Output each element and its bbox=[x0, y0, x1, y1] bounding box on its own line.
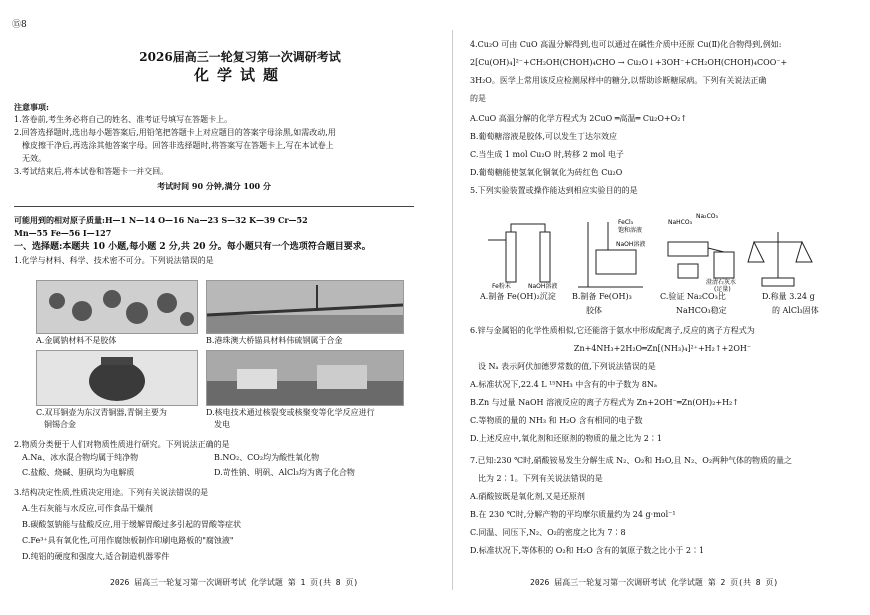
note-line: 无效。 bbox=[22, 154, 46, 163]
question-stem: 1.化学与材料、科学、技术密不可分。下列说法错误的是 bbox=[14, 256, 214, 266]
q1-option-c: C.双耳铜壶为东汉青铜器,青铜主要为 bbox=[36, 408, 167, 417]
bronze-pot-photo bbox=[36, 350, 198, 406]
q5-option-b-cont: 胶体 bbox=[586, 306, 602, 315]
q4-line: 的是 bbox=[470, 94, 486, 103]
note-line: 2.回答选择题时,选出每小题答案后,用铅笔把答题卡上对应题目的答案字母涂黑,如需改动,用 bbox=[14, 128, 336, 137]
q2-option-a: A.Na、冰水混合物均属于纯净物 bbox=[22, 453, 139, 462]
apparatus-a bbox=[488, 224, 550, 282]
notes-block bbox=[14, 102, 414, 191]
q7-line: 7.已知:230 ℃时,硝酸铵易发生分解生成 N₂、O₂和 H₂O,且 N₂、O₂两种气体的物质的量之 bbox=[470, 456, 793, 465]
q5-option-d: D.称量 3.24 g bbox=[762, 292, 815, 301]
section-heading: 一、选择题:本题共 10 小题,每小题 2 分,共 20 分。每小题只有一个选项符合题目要求。 bbox=[14, 242, 371, 252]
label-naoh-solution: NaOH溶液 bbox=[616, 241, 646, 248]
label-naoh-solution-a: NaOH溶液 bbox=[528, 283, 558, 290]
column-divider bbox=[452, 30, 453, 590]
q3-option-c: C.Fe³⁺具有氧化性,可用作腐蚀板制作印刷电路板的"腐蚀液" bbox=[22, 536, 234, 545]
subject-title: 化学试题 bbox=[193, 66, 286, 84]
q1-option-b: B.港珠澳大桥锚具材料伟硫钢属于合金 bbox=[206, 336, 343, 345]
footer-left: 2026 届高三一轮复习第一次调研考试 化学试题 第 1 页(共 8 页) bbox=[110, 578, 359, 587]
label-nahco3: NaHCO₃ bbox=[668, 219, 692, 226]
label-na2co3: Na₂CO₃ bbox=[696, 213, 718, 220]
q6-option-a: A.标准状况下,22.4 L ¹⁵NH₃ 中含有的中子数为 8Nₐ bbox=[470, 380, 657, 389]
q1-option-c-cont: 铜锡合金 bbox=[44, 420, 76, 429]
q5-options bbox=[480, 292, 860, 318]
q4-line: 2[Cu(OH)₄]²⁻+CH₂OH(CHOH)₄CHO → Cu₂O↓+3OH⁻+CH₂OH(CHOH)₄COO⁻+ bbox=[470, 58, 788, 67]
notes-heading: 注意事项: bbox=[14, 102, 49, 112]
q2-block bbox=[14, 440, 414, 480]
corner-mark: ⑮8 bbox=[12, 20, 27, 30]
question-stem: 5.下列实验装置或操作能达到相应实验目的的是 bbox=[470, 186, 638, 195]
q6-block bbox=[470, 326, 855, 444]
label-fe-powder: Fe粉末 bbox=[492, 283, 511, 290]
label-excess: (足量) bbox=[714, 286, 731, 292]
q2-option-b: B.NO₂、CO₂均为酸性氧化物 bbox=[214, 453, 320, 462]
footer-right: 2026 届高三一轮复习第一次调研考试 化学试题 第 2 页(共 8 页) bbox=[530, 578, 779, 587]
q6-option-c: C.等物质的量的 NH₃ 和 H₂O 含有相同的电子数 bbox=[470, 416, 643, 425]
q7-option-b: B.在 230 ℃时,分解产物的平均摩尔质量约为 24 g·mol⁻¹ bbox=[470, 510, 676, 519]
sodium-photo bbox=[36, 280, 198, 334]
q1-option-a: A.金属钠材料不是胶体 bbox=[36, 336, 117, 345]
apparatus-d bbox=[748, 232, 812, 286]
q6-option-d: D.上述反应中,氧化剂和还原剂的物质的量之比为 2∶1 bbox=[470, 434, 662, 443]
q3-block bbox=[14, 488, 414, 562]
q7-option-d: D.标准状况下,等体积的 O₂和 H₂O 含有的氧原子数之比小于 2∶1 bbox=[470, 546, 705, 555]
q3-option-b: B.碳酸氢钠能与盐酸反应,用于缓解胃酸过多引起的胃酸等症状 bbox=[22, 520, 241, 529]
apparatus-c bbox=[668, 242, 734, 278]
note-line: 1.答卷前,考生务必将自己的姓名、准考证号填写在答题卡上。 bbox=[14, 115, 233, 124]
q5-option-b: B.制备 Fe(OH)₃ bbox=[572, 292, 632, 301]
q4-option-a: A.CuO 高温分解的化学方程式为 2CuO ═高温═ Cu₂O+O₂↑ bbox=[470, 114, 688, 123]
q3-option-a: A.生石灰能与水反应,可作食品干燥剂 bbox=[22, 504, 153, 513]
q3-option-d: D.纯铝的硬度和强度大,适合制造机器零件 bbox=[22, 552, 170, 561]
q5-option-c-cont: NaHCO₃稳定 bbox=[676, 306, 727, 315]
label-saturated-solution: 饱和溶液 bbox=[618, 227, 643, 234]
q4-option-d: D.葡萄糖能使氢氧化铜氧化为砖红色 Cu₂O bbox=[470, 168, 623, 177]
question-stem: 2.物质分类便于人们对物质性质进行研究。下列说法正确的是 bbox=[14, 440, 230, 449]
q5-option-a: A.制备 Fe(OH)₂沉淀 bbox=[480, 292, 556, 301]
q1-option-d-cont: 发电 bbox=[214, 420, 230, 429]
q5-option-c: C.验证 Na₂CO₃比 bbox=[660, 292, 726, 301]
note-line: 橡皮擦干净后,再选涂其他答案字母。回答非选择题时,将答案写在答题卡上,写在本试卷上 bbox=[22, 141, 334, 150]
q7-option-a: A.硝酸铵既是氧化剂,又是还原剂 bbox=[470, 492, 585, 501]
label-fecl3: FeCl₃ bbox=[618, 219, 634, 226]
q4-option-c: C.当生成 1 mol Cu₂O 时,转移 2 mol 电子 bbox=[470, 150, 624, 159]
q6-line: 设 Nₐ 表示阿伏加德罗常数的值,下列说法错误的是 bbox=[478, 362, 656, 371]
q5-option-d-cont: 的 AlCl₃固体 bbox=[772, 306, 819, 315]
nuclear-plant-photo bbox=[206, 350, 404, 406]
q4-block bbox=[470, 40, 855, 196]
q7-block bbox=[470, 456, 855, 556]
q2-option-c: C.盐酸、烧碱、胆矾均为电解质 bbox=[22, 468, 135, 477]
q5-apparatus-figure bbox=[478, 212, 818, 292]
q2-option-d: D.苛性钠、明矾、AlCl₃均为离子化合物 bbox=[214, 468, 355, 477]
exam-title: 2026届高三一轮复习第一次调研考试 bbox=[139, 50, 341, 64]
note-line: 3.考试结束后,将本试卷和答题卡一并交回。 bbox=[14, 167, 169, 176]
q6-option-b: B.Zn 与过量 NaOH 溶液反应的离子方程式为 Zn+2OH⁻═Zn(OH)₂+H₂↑ bbox=[470, 398, 739, 407]
q4-line: 4.Cu₂O 可由 CuO 高温分解得到,也可以通过在碱性介质中还原 Cu(Ⅱ)化合物得到,例如: bbox=[470, 40, 782, 49]
atomic-mass-line: Mn—55 Fe—56 I—127 bbox=[14, 228, 112, 238]
q6-equation: Zn+4NH₃+2H₂O═Zn[(NH₃)₄]²⁺+H₂↑+2OH⁻ bbox=[573, 344, 752, 353]
q7-option-c: C.同温、同压下,N₂、O₂的密度之比为 7∶8 bbox=[470, 528, 626, 537]
q1-option-d: D.核电技术通过核裂变或核聚变等化学反应进行 bbox=[206, 408, 375, 417]
q7-line: 比为 2∶1。下列有关说法错误的是 bbox=[478, 474, 603, 483]
exam-time: 考试时间 90 分钟,满分 100 分 bbox=[157, 181, 271, 191]
bridge-photo bbox=[206, 280, 404, 334]
divider-line bbox=[14, 206, 414, 207]
q6-line: 6.锌与金属铝的化学性质相似,它还能溶于氨水中形成配离子,反应的离子方程式为 bbox=[470, 326, 755, 335]
q4-line: 3H₂O。医学上常用该反应检测尿样中的糖分,以帮助诊断糖尿病。下列有关说法正确 bbox=[470, 76, 767, 85]
atomic-mass-line: 可能用到的相对原子质量:H—1 N—14 O—16 Na—23 S—32 K—39 Cr—52 bbox=[14, 215, 308, 225]
label-limewater: 澄清石灰水 bbox=[706, 279, 737, 286]
question-stem: 3.结构决定性质,性质决定用途。下列有关说法错误的是 bbox=[14, 488, 209, 497]
atomic-mass-block bbox=[14, 215, 414, 266]
q4-option-b: B.葡萄糖溶液是胶体,可以发生丁达尔效应 bbox=[470, 132, 617, 141]
